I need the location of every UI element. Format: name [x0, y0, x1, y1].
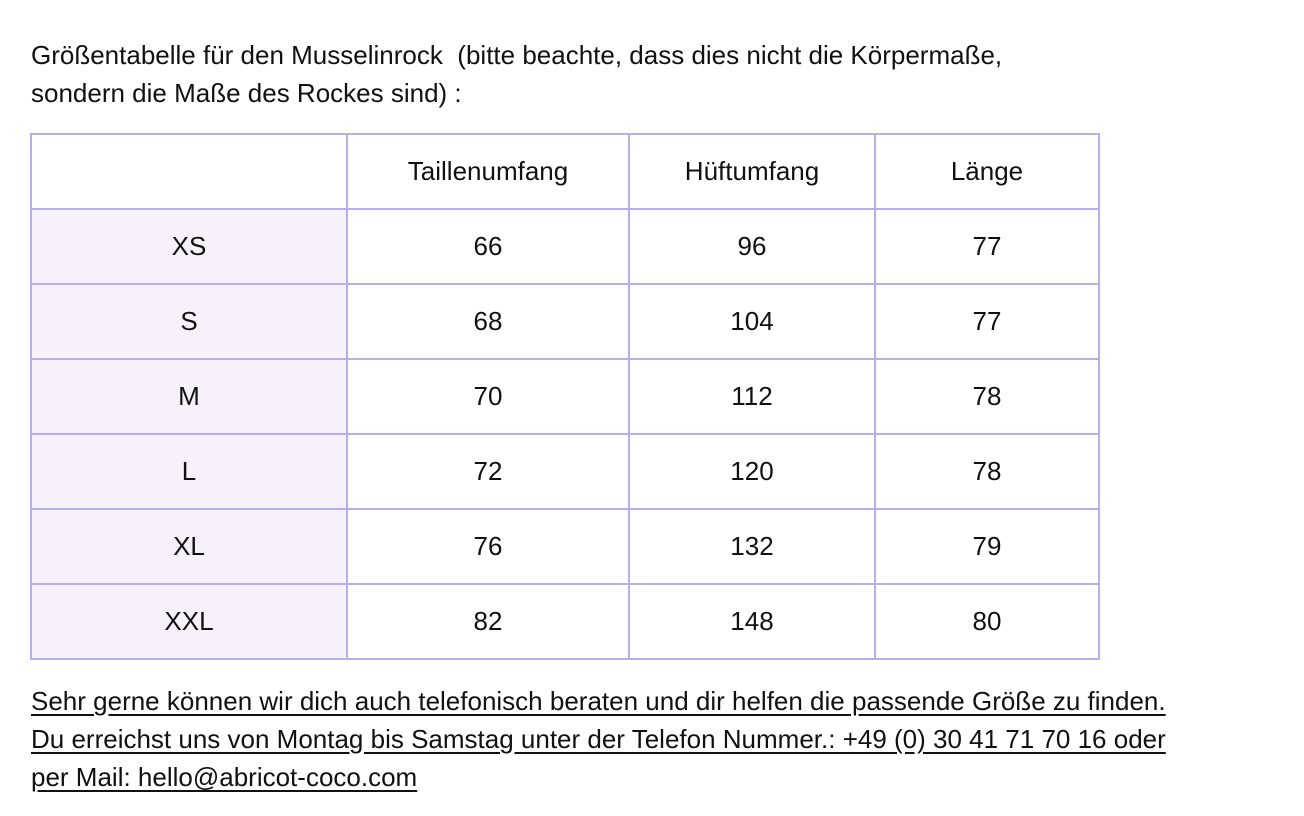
table-row — [31, 209, 1099, 284]
contact-line-2: Du erreichst uns von Montag bis Samstag unter der Telefon Nummer.: +49 (0) 30 41 71 70 16 oder — [31, 724, 1166, 754]
hip-value: 132 — [629, 509, 875, 584]
size-label: S — [31, 284, 347, 359]
hip-value: 120 — [629, 434, 875, 509]
size-table — [30, 133, 1100, 660]
waist-value: 72 — [347, 434, 629, 509]
size-label: XXL — [31, 584, 347, 659]
contact-line-3: per Mail: hello@abricot-coco.com — [31, 762, 418, 792]
intro-line-1: Größentabelle für den Musselinrock (bitte beachte, dass dies nicht die Körpermaße, — [31, 40, 1003, 70]
hip-value: 112 — [629, 359, 875, 434]
size-label: XS — [31, 209, 347, 284]
length-value: 79 — [875, 509, 1099, 584]
header-empty — [31, 134, 347, 209]
waist-value: 68 — [347, 284, 629, 359]
table-row — [31, 434, 1099, 509]
length-value: 77 — [875, 209, 1099, 284]
table-row — [31, 284, 1099, 359]
contact-line-1: Sehr gerne können wir dich auch telefonisch beraten und dir helfen die passende Größe zu finden. — [31, 686, 1166, 716]
size-label: M — [31, 359, 347, 434]
contact-text — [31, 682, 1281, 796]
table-row — [31, 584, 1099, 659]
intro-text — [31, 36, 1271, 112]
intro-line-2: sondern die Maße des Rockes sind) : — [31, 78, 462, 108]
length-value: 78 — [875, 359, 1099, 434]
size-label: XL — [31, 509, 347, 584]
hip-value: 104 — [629, 284, 875, 359]
length-value: 80 — [875, 584, 1099, 659]
header-waist: Taillenumfang — [347, 134, 629, 209]
waist-value: 70 — [347, 359, 629, 434]
table-row — [31, 509, 1099, 584]
waist-value: 82 — [347, 584, 629, 659]
header-length: Länge — [875, 134, 1099, 209]
waist-value: 76 — [347, 509, 629, 584]
length-value: 77 — [875, 284, 1099, 359]
header-hip: Hüftumfang — [629, 134, 875, 209]
table-row — [31, 359, 1099, 434]
hip-value: 148 — [629, 584, 875, 659]
table-header-row — [31, 134, 1099, 209]
length-value: 78 — [875, 434, 1099, 509]
waist-value: 66 — [347, 209, 629, 284]
hip-value: 96 — [629, 209, 875, 284]
size-label: L — [31, 434, 347, 509]
